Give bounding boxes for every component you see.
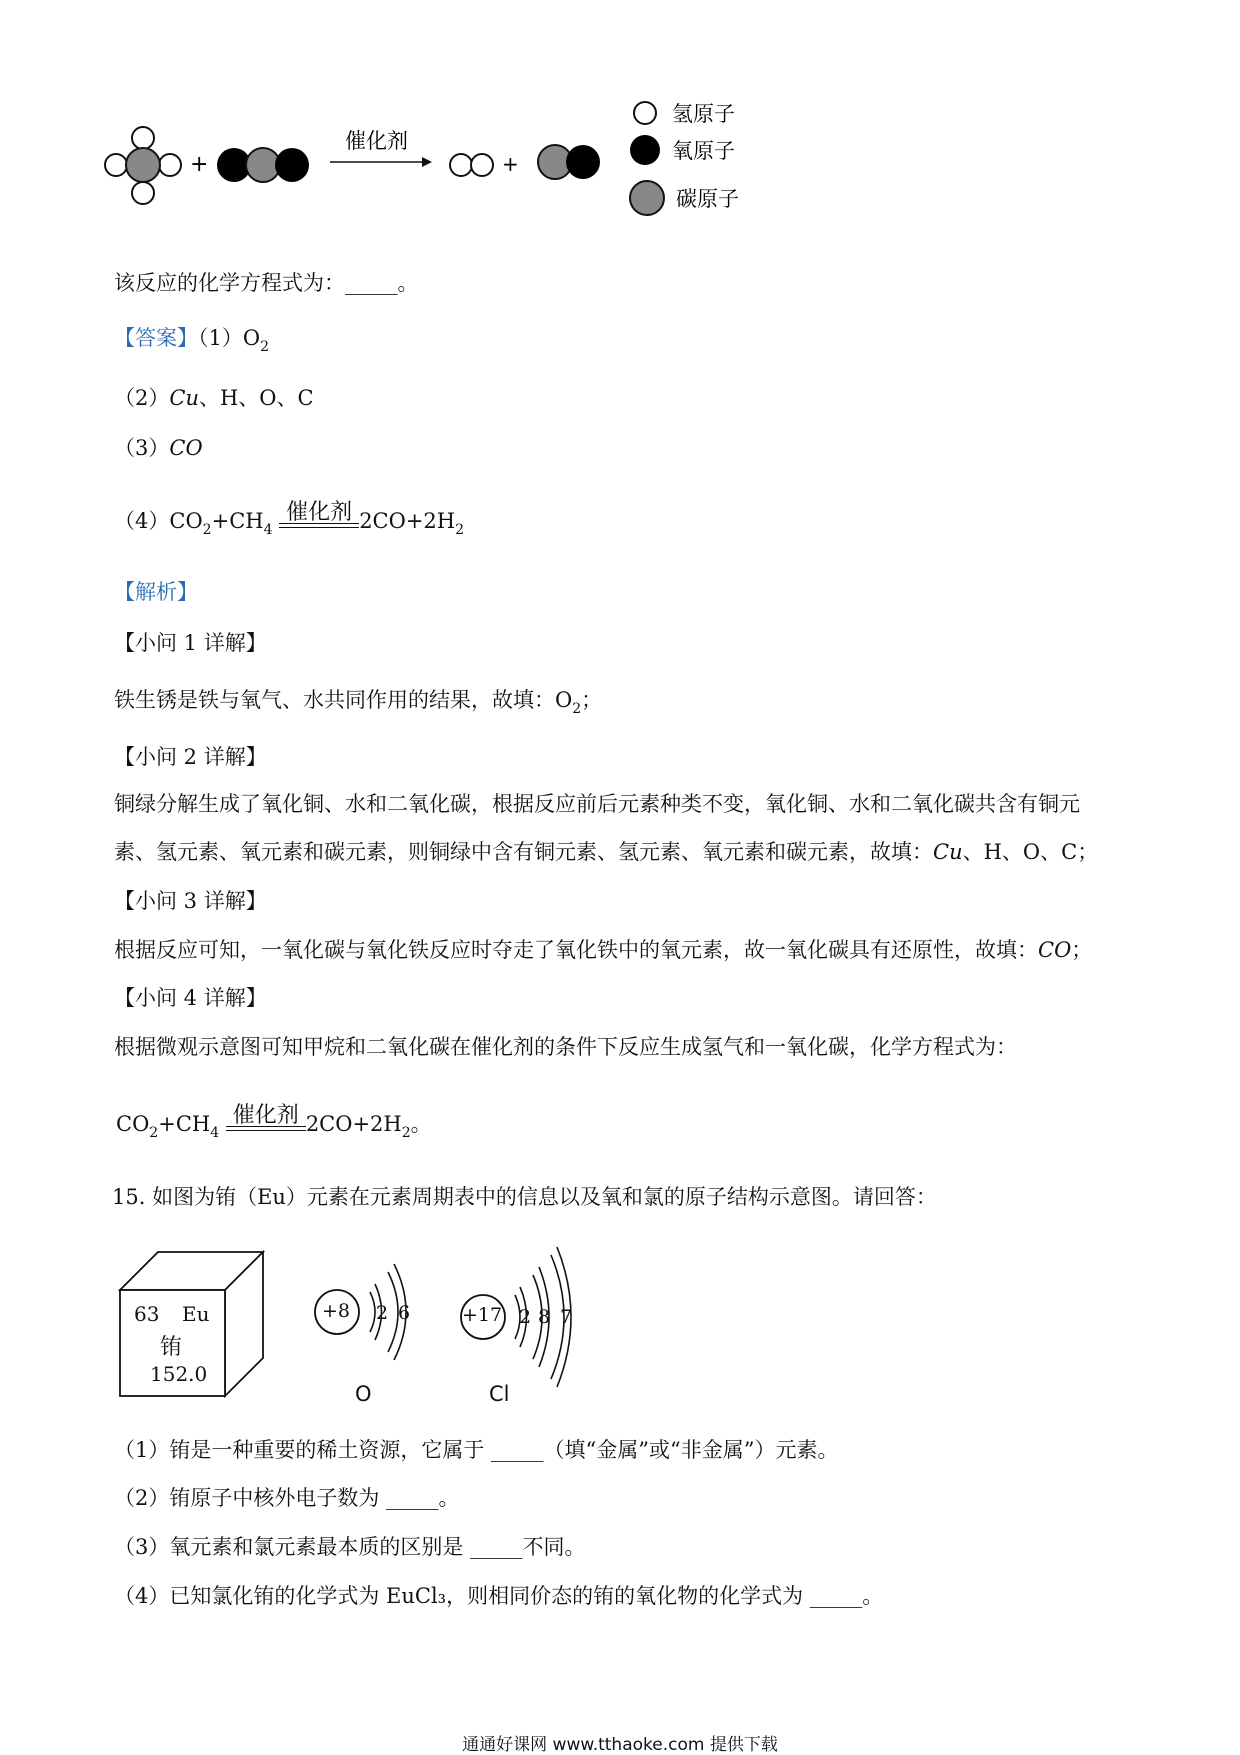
q3-text: 根据反应可知，一氧化碳与氧化铁反应时夺走了氧化铁中的氧元素，故一氧化碳具有还原性，故填：CO； [114, 938, 1093, 962]
answer-4: $(4)CO_2+CH_4$ 催化剂 $2CO+2H_2$ [114, 500, 465, 538]
plus-sign-2: + [502, 152, 519, 176]
chlorine-shell-1: 2 [519, 1306, 532, 1328]
q15-sub-4: （4）已知氯化铕的化学式为 EuCl₃，则相同价态的铕的氧化物的化学式为 _____。 [114, 1584, 884, 1608]
chlorine-nucleus: +17 [462, 1304, 503, 1326]
q15-stem: 15. 如图为铕（Eu）元素在元素周期表中的信息以及氧和氯的原子结构示意图。请回答： [112, 1185, 937, 1209]
chlorine-shell-2: 8 [538, 1306, 551, 1328]
answer-1: 【答案】$(1)O_2$ [114, 326, 270, 355]
q4-equation: $CO_2+CH_4$ 催化剂 $2CO+2H_2$。 [116, 1103, 432, 1141]
q1-title: 【小问 1 详解】 [114, 631, 267, 655]
legend-hydrogen-label: 氢原子 [672, 102, 735, 126]
catalyst-equals: 催化剂 [279, 523, 359, 528]
answer-tag: 【答案】 [114, 326, 198, 350]
h2-molecule [450, 154, 493, 176]
q4-text: 根据微观示意图可知甲烷和二氧化碳在催化剂的条件下反应生成氢气和一氧化碳，化学方程式为： [114, 1035, 1017, 1059]
q15-sub-2: （2）铕原子中核外电子数为 _____。 [114, 1486, 460, 1510]
q4-title: 【小问 4 详解】 [114, 986, 267, 1010]
question-line: 该反应的化学方程式为：_____。 [114, 271, 419, 295]
q3-title: 【小问 3 详解】 [114, 889, 267, 913]
catalyst-label: 催化剂 [345, 129, 408, 153]
chlorine-label: Cl [489, 1382, 510, 1406]
element-name: 铕 [160, 1335, 183, 1360]
element-number: 63 [134, 1302, 160, 1326]
oxygen-label: O [355, 1382, 372, 1406]
legend-carbon-label: 碳原子 [676, 187, 739, 211]
oxygen-shell-1: 2 [376, 1302, 389, 1324]
answer-3: （3）CO [114, 436, 203, 460]
arrow-head [422, 157, 432, 167]
chlorine-shell-3: 7 [560, 1306, 573, 1328]
element-symbol: Eu [182, 1302, 210, 1326]
element-mass: 152.0 [150, 1362, 208, 1386]
q2-text-2: 素、氢元素、氧元素和碳元素，则铜绿中含有铜元素、氢元素、氧元素和碳元素，故填：Cu、H、O、C； [114, 840, 1099, 864]
answer-2: （2）Cu、H、O、C [114, 386, 314, 410]
q2-title: 【小问 2 详解】 [114, 745, 267, 769]
oxygen-shell-2: 6 [398, 1302, 411, 1324]
reaction-diagram [100, 100, 860, 250]
co2-molecule [217, 148, 309, 182]
analysis-tag: 【解析】 [114, 580, 198, 604]
q1-text: 铁生锈是铁与氧气、水共同作用的结果，故填：$O_2$； [114, 688, 603, 717]
catalyst-equals-2: 催化剂 [226, 1126, 306, 1131]
oxygen-nucleus: +8 [322, 1300, 351, 1322]
legend-carbon-icon [630, 181, 664, 215]
oxygen-atom-diagram [310, 1262, 420, 1392]
q2-text-1: 铜绿分解生成了氧化铜、水和二氧化碳，根据反应前后元素种类不变，氧化铜、水和二氧化碳共含有铜元 [114, 792, 1080, 816]
methane-molecule [105, 127, 181, 204]
q15-sub-1: （1）铕是一种重要的稀土资源，它属于 _____（填“金属”或“非金属”）元素。 [114, 1438, 839, 1462]
page-footer: 通通好课网 www.tthaoke.com 提供下载 [462, 1735, 778, 1755]
q15-sub-3: （3）氧元素和氯元素最本质的区别是 _____不同。 [114, 1535, 586, 1559]
co-molecule [538, 145, 600, 179]
legend-oxygen-label: 氧原子 [672, 139, 735, 163]
plus-sign-1: + [190, 152, 209, 177]
legend-oxygen-icon [630, 135, 660, 165]
legend-hydrogen-icon [634, 102, 656, 124]
